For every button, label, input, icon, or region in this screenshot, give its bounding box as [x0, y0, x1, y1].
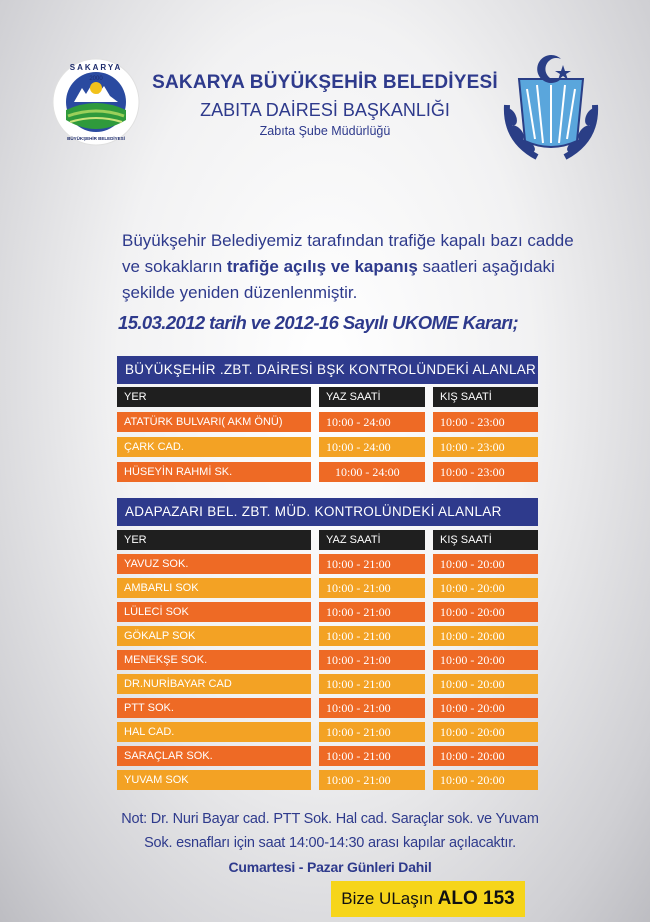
- summer-hours-cell: 10:00 - 24:00: [319, 437, 425, 457]
- place-cell: ATATÜRK BULVARI( AKM ÖNÜ): [117, 412, 311, 432]
- place-cell: SARAÇLAR SOK.: [117, 746, 311, 766]
- table-row: [117, 462, 538, 482]
- winter-hours-cell: 10:00 - 23:00: [433, 437, 538, 457]
- summer-hours-cell: 10:00 - 24:00: [319, 412, 425, 432]
- winter-hours-cell: 10:00 - 20:00: [433, 602, 538, 622]
- summer-hours-cell: 10:00 - 21:00: [319, 722, 425, 742]
- zabita-emblem-icon: [497, 45, 605, 165]
- unit-title: Zabıta Şube Müdürlüğü: [259, 124, 391, 138]
- logo-text-top: SAKARYA: [69, 63, 123, 72]
- summer-hours-cell: 10:00 - 21:00: [319, 650, 425, 670]
- place-cell: MENEKŞE SOK.: [117, 650, 311, 670]
- table-banner: ADAPAZARI BEL. ZBT. MÜD. KONTROLÜNDEKİ ALANLAR: [117, 498, 538, 526]
- table-row: [117, 554, 538, 574]
- logo-year: 2000: [89, 76, 103, 82]
- column-header-winter: KIŞ SAATİ: [433, 387, 538, 407]
- winter-hours-cell: 10:00 - 20:00: [433, 770, 538, 790]
- place-cell: PTT SOK.: [117, 698, 311, 718]
- sakarya-municipality-logo: [52, 58, 140, 146]
- contact-prefix: Bize ULaşın: [341, 889, 438, 908]
- summer-hours-cell: 10:00 - 21:00: [319, 578, 425, 598]
- table-row: [117, 602, 538, 622]
- table-row: [117, 770, 538, 790]
- contact-hotline-box: [331, 881, 525, 917]
- winter-hours-cell: 10:00 - 20:00: [433, 626, 538, 646]
- column-header-summer: YAZ SAATİ: [319, 387, 425, 407]
- place-cell: HAL CAD.: [117, 722, 311, 742]
- column-header-summer: YAZ SAATİ: [319, 530, 425, 550]
- table-row: [117, 578, 538, 598]
- table-row: [117, 412, 538, 432]
- column-header-place: YER: [117, 387, 311, 407]
- summer-hours-cell: 10:00 - 21:00: [319, 554, 425, 574]
- winter-hours-cell: 10:00 - 20:00: [433, 722, 538, 742]
- intro-text-end: saatleri aşağıdaki şekilde yeniden düzenlenmiştir.: [122, 257, 555, 302]
- table-row: [117, 722, 538, 742]
- table-row: [117, 674, 538, 694]
- note-line-3: Cumartesi - Pazar Günleri Dahil: [228, 859, 432, 875]
- summer-hours-cell: 10:00 - 21:00: [319, 770, 425, 790]
- place-cell: GÖKALP SOK: [117, 626, 311, 646]
- summer-hours-cell: 10:00 - 24:00: [319, 462, 425, 482]
- table-row: [117, 437, 538, 457]
- logo-text-bottom: BÜYÜKŞEHİR BELEDİYESİ: [67, 136, 125, 141]
- ukome-decision-heading: 15.03.2012 tarih ve 2012-16 Sayılı UKOME Kararı;: [118, 312, 519, 333]
- intro-text-start: Büyükşehir Belediyemiz tarafından trafiğe kapalı bazı cadde ve sokakların: [122, 231, 574, 276]
- summer-hours-cell: 10:00 - 21:00: [319, 602, 425, 622]
- summer-hours-cell: 10:00 - 21:00: [319, 626, 425, 646]
- place-cell: YAVUZ SOK.: [117, 554, 311, 574]
- winter-hours-cell: 10:00 - 23:00: [433, 462, 538, 482]
- place-cell: HÜSEYİN RAHMİ SK.: [117, 462, 311, 482]
- winter-hours-cell: 10:00 - 20:00: [433, 650, 538, 670]
- winter-hours-cell: 10:00 - 20:00: [433, 746, 538, 766]
- winter-hours-cell: 10:00 - 20:00: [433, 674, 538, 694]
- winter-hours-cell: 10:00 - 20:00: [433, 578, 538, 598]
- table-header-row: [117, 387, 538, 407]
- summer-hours-cell: 10:00 - 21:00: [319, 698, 425, 718]
- column-header-place: YER: [117, 530, 311, 550]
- summer-hours-cell: 10:00 - 21:00: [319, 674, 425, 694]
- intro-text-bold: trafiğe açılış ve kapanış: [226, 257, 418, 276]
- summer-hours-cell: 10:00 - 21:00: [319, 746, 425, 766]
- intro-paragraph: [122, 228, 582, 306]
- table-adapazari: [117, 498, 538, 790]
- footer-note: [90, 807, 570, 879]
- place-cell: DR.NURİBAYAR CAD: [117, 674, 311, 694]
- organization-title: SAKARYA BÜYÜKŞEHİR BELEDİYESİ: [152, 72, 498, 93]
- winter-hours-cell: 10:00 - 23:00: [433, 412, 538, 432]
- column-header-winter: KIŞ SAATİ: [433, 530, 538, 550]
- note-line-1: Not: Dr. Nuri Bayar cad. PTT Sok. Hal cad. Saraçlar sok. ve Yuvam: [121, 811, 539, 827]
- place-cell: LÜLECİ SOK: [117, 602, 311, 622]
- place-cell: AMBARLI SOK: [117, 578, 311, 598]
- table-buyuksehir: [117, 356, 538, 482]
- place-cell: ÇARK CAD.: [117, 437, 311, 457]
- note-line-2: Sok. esnafları için saat 14:00-14:30 arası kapılar açılacaktır.: [144, 835, 516, 851]
- winter-hours-cell: 10:00 - 20:00: [433, 554, 538, 574]
- table-header-row: [117, 530, 538, 550]
- table-row: [117, 650, 538, 670]
- table-row: [117, 698, 538, 718]
- place-cell: YUVAM SOK: [117, 770, 311, 790]
- winter-hours-cell: 10:00 - 20:00: [433, 698, 538, 718]
- table-row: [117, 746, 538, 766]
- contact-number: ALO 153: [437, 888, 515, 909]
- table-banner: BÜYÜKŞEHİR .ZBT. DAİRESİ BŞK KONTROLÜNDEKİ ALANLAR: [117, 356, 538, 384]
- department-title: ZABITA DAİRESİ BAŞKANLIĞI: [200, 100, 450, 120]
- table-row: [117, 626, 538, 646]
